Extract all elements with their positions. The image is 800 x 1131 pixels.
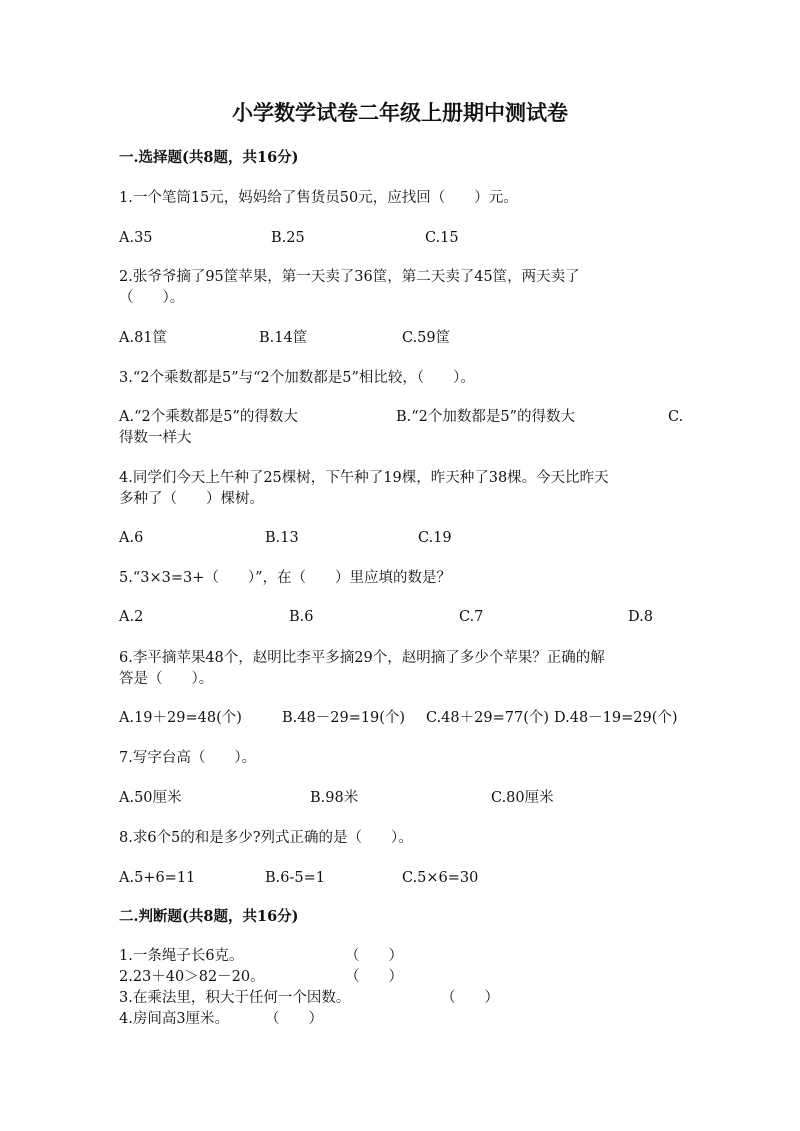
question-2-text-line2: （ ）。 <box>119 290 185 306</box>
question-4-text-line1: 4.同学们今天上午种了25棵树，下午种了19棵，昨天种了38棵。今天比昨天 <box>119 470 609 486</box>
section-heading-judgement: 二.判断题(共8题，共16分) <box>119 908 299 925</box>
question-6-text-line2: 答是（ ）。 <box>119 671 214 687</box>
question-7-option-b: B.98米 <box>310 790 359 806</box>
page-title: 小学数学试卷二年级上册期中测试卷 <box>232 100 568 125</box>
question-2-option-a: A.81筐 <box>119 330 168 346</box>
question-8-option-a: A.5+6=11 <box>119 870 196 886</box>
judgement-item-1-text: 1.一条绳子长6克。 <box>119 948 244 964</box>
question-1-option-a: A.35 <box>119 230 153 246</box>
judgement-item-3-text: 3.在乘法里，积大于任何一个因数。 <box>119 990 351 1006</box>
question-1-option-b: B.25 <box>271 230 305 246</box>
question-4-text-line2: 多种了（ ）棵树。 <box>119 491 264 507</box>
question-8-option-b: B.6-5=1 <box>265 870 325 886</box>
question-7-option-c: C.80厘米 <box>491 790 554 806</box>
judgement-item-2-blank: （ ） <box>345 969 403 985</box>
question-1-option-c: C.15 <box>425 230 459 246</box>
question-3-option-a: A.“2个乘数都是5”的得数大 <box>119 409 298 425</box>
question-4-option-c: C.19 <box>418 530 452 546</box>
question-6-option-c: C.48＋29=77(个) <box>426 710 550 726</box>
question-6-option-b: B.48－29=19(个) <box>282 710 406 726</box>
question-4-option-a: A.6 <box>119 530 144 546</box>
section-heading-choice: 一.选择题(共8题，共16分) <box>119 149 299 166</box>
question-5-option-c: C.7 <box>459 609 484 625</box>
question-7-text: 7.写字台高（ ）。 <box>119 750 257 766</box>
question-5-option-d: D.8 <box>628 609 653 625</box>
question-3-text: 3.“2个乘数都是5”与“2个加数都是5”相比较，（ ）。 <box>119 370 475 386</box>
judgement-item-4-text: 4.房间高3厘米。 <box>119 1011 230 1027</box>
question-5-option-a: A.2 <box>119 609 144 625</box>
question-3-option-c-label: C. <box>668 409 684 425</box>
question-8-option-c: C.5×6=30 <box>402 870 479 886</box>
judgement-item-4-blank: （ ） <box>265 1011 323 1027</box>
question-6-text-line1: 6.李平摘苹果48个，赵明比李平多摘29个，赵明摘了多少个苹果？正确的解 <box>119 650 605 666</box>
question-4-option-b: B.13 <box>265 530 299 546</box>
question-3-option-c-text: 得数一样大 <box>119 430 192 446</box>
judgement-item-1-blank: （ ） <box>345 948 403 964</box>
question-6-option-a: A.19＋29=48(个) <box>119 710 242 726</box>
question-7-option-a: A.50厘米 <box>119 790 182 806</box>
question-1-text: 1.一个笔筒15元，妈妈给了售货员50元，应找回（ ）元。 <box>119 190 518 206</box>
judgement-item-2-text: 2.23＋40＞82－20。 <box>119 969 265 985</box>
question-8-text: 8.求6个5的和是多少?列式正确的是（ ）。 <box>119 830 413 846</box>
judgement-item-3-blank: （ ） <box>441 990 499 1006</box>
question-2-option-b: B.14筐 <box>259 330 308 346</box>
question-3-option-b: B.“2个加数都是5”的得数大 <box>396 409 576 425</box>
question-5-text: 5.“3×3=3+（ ）”，在（ ）里应填的数是？ <box>119 570 452 586</box>
question-2-option-c: C.59筐 <box>402 330 451 346</box>
question-6-option-d: D.48－19=29(个) <box>554 710 678 726</box>
question-2-text-line1: 2.张爷爷摘了95筐苹果，第一天卖了36筐，第二天卖了45筐，两天卖了 <box>119 269 580 285</box>
question-5-option-b: B.6 <box>289 609 314 625</box>
